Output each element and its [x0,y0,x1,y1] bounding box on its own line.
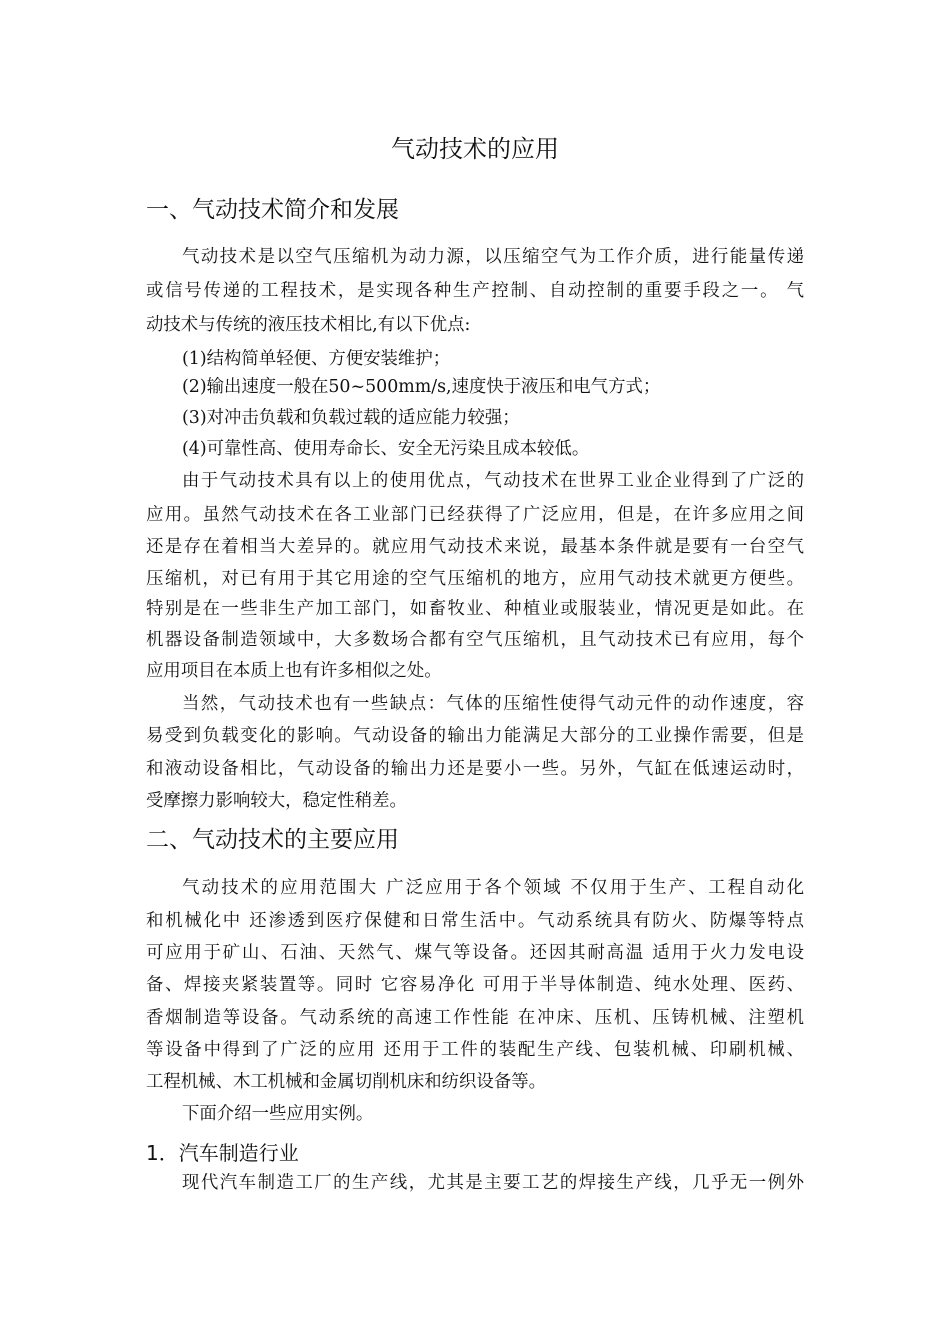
list-item: (3)对冲击负载和负载过载的适应能力较强； [182,408,520,428]
paragraph-line: 由于气动技术具有以上的使用优点，气动技术在世界工业企业得到了广泛的 [182,471,804,491]
paragraph-line: 可应用于矿山、石油、天然气、煤气等设备。还因其耐高温 适用于火力发电设 [146,943,804,963]
paragraph-line: 特别是在一些非生产加工部门，如畜牧业、种植业或服装业，情况更是如此。在 [146,599,804,619]
paragraph-line: 等设备中得到了广泛的应用 还用于工件的装配生产线、包装机械、印刷机械、 [146,1040,804,1060]
paragraph-line: 受摩擦力影响较大，稳定性稍差。 [146,791,407,811]
paragraph-line: 应用项目在本质上也有许多相似之处。 [146,661,442,681]
paragraph-line: 动技术与传统的液压技术相比,有以下优点: [146,315,471,335]
paragraph-line: 气动技术的应用范围大 广泛应用于各个领域 不仅用于生产、工程自动化 [182,878,804,898]
section-1-heading: 一、气动技术简介和发展 [146,197,399,223]
section-2-heading: 二、气动技术的主要应用 [146,827,399,853]
paragraph-line: 现代汽车制造工厂的生产线，尤其是主要工艺的焊接生产线，几乎无一例外 [182,1173,804,1193]
list-item: (2)输出速度一般在50~500mm/s,速度快于液压和电气方式； [182,377,661,397]
paragraph-line: 压缩机，对已有用于其它用途的空气压缩机的地方，应用气动技术就更方便些。 [146,569,804,589]
paragraph-line: 气动技术是以空气压缩机为动力源，以压缩空气为工作介质，进行能量传递 [182,247,804,267]
paragraph-line: 香烟制造等设备。气动系统的高速工作性能 在冲床、压机、压铸机械、注塑机 [146,1008,804,1028]
list-item: (1)结构简单轻便、方便安装维护； [182,349,451,369]
paragraph-line: 还是存在着相当大差异的。就应用气动技术来说，最基本条件就是要有一台空气 [146,537,804,557]
paragraph-line: 工程机械、木工机械和金属切削机床和纺织设备等。 [146,1072,546,1092]
paragraph-line: 和机械化中 还渗透到医疗保健和日常生活中。气动系统具有防火、防爆等特点 [146,911,804,931]
list-item: (4)可靠性高、使用寿命长、安全无污染且成本较低。 [182,439,590,459]
subsection-1-heading: 1．汽车制造行业 [146,1141,299,1165]
paragraph-line: 应用。虽然气动技术在各工业部门已经获得了广泛应用，但是，在许多应用之间 [146,505,804,525]
paragraph-line: 当然，气动技术也有一些缺点：气体的压缩性使得气动元件的动作速度，容 [182,694,804,714]
paragraph-line: 机器设备制造领域中，大多数场合都有空气压缩机，且气动技术已有应用，每个 [146,630,804,650]
paragraph-line: 和液动设备相比，气动设备的输出力还是要小一些。另外，气缸在低速运动时， [146,759,804,779]
page-title: 气动技术的应用 [391,135,559,163]
paragraph-line: 备、焊接夹紧装置等。同时 它容易净化 可用于半导体制造、纯水处理、医药、 [146,975,804,995]
paragraph-line: 下面介绍一些应用实例。 [182,1104,374,1124]
paragraph-line: 易受到负载变化的影响。气动设备的输出力能满足大部分的工业操作需要，但是 [146,726,804,746]
paragraph-line: 或信号传递的工程技术，是实现各种生产控制、自动控制的重要手段之一。 气 [146,281,804,301]
